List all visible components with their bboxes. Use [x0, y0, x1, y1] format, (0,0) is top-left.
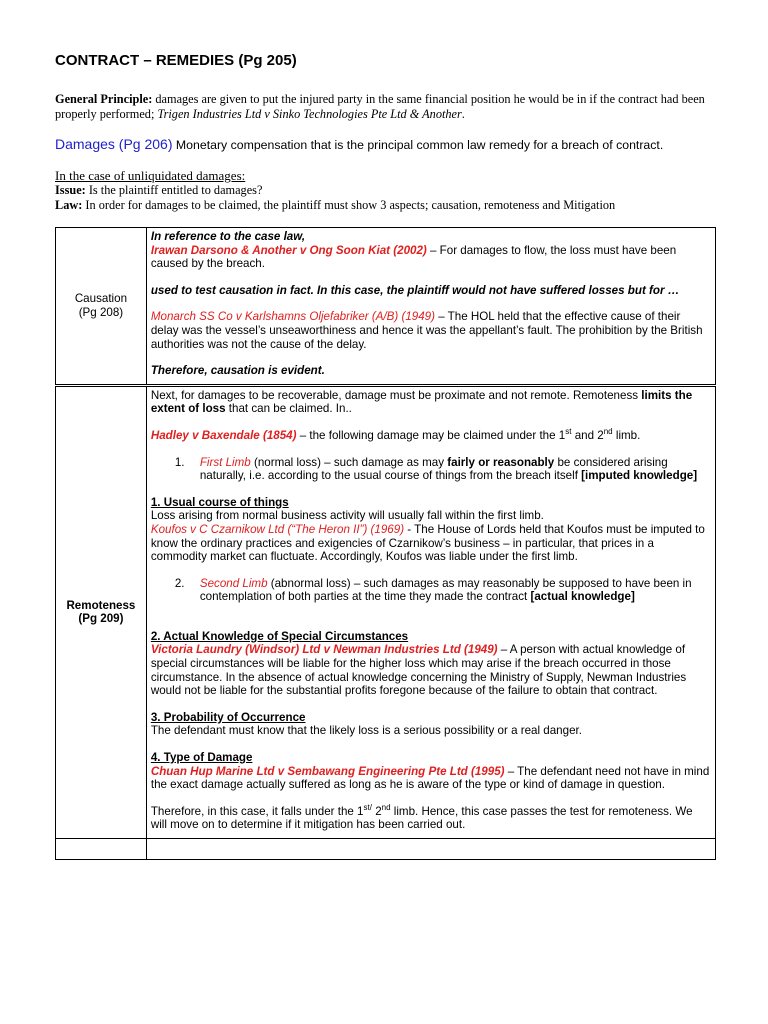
issue-law-block [55, 168, 615, 213]
first-limb-text [178, 456, 711, 483]
remoteness-intro-1: Next, for damages to be recoverable, damage must be proximate and not remote. Remoteness [150, 388, 642, 402]
general-principle [55, 92, 715, 122]
usual-course-text: Loss arising from normal business activity will usually fall within the first limb. [150, 509, 544, 523]
first-limb-text-1: (normal loss) – such damage as may [250, 455, 448, 469]
second-limb-name: Second Limb [199, 576, 268, 590]
law-label: Law: [55, 198, 83, 212]
conclusion-sup-1: st/ [363, 802, 372, 812]
issue-label: Issue: [55, 183, 86, 197]
page-title: CONTRACT – REMEDIES (Pg 205) [55, 52, 297, 69]
victoria-text: – A person with actual knowledge of special circumstances will be liable for the higher loss which may arise if the breach occurred in those circumstance. In the absence of actual knowledge concerning the Ministry of Supply, Newman Industries would not be liable for the substantial profits foregone because of the failure to obtain that contract. [150, 643, 687, 698]
case-hadley: Hadley v Baxendale (1854) [150, 428, 297, 442]
second-limb-item [151, 577, 711, 604]
case-victoria: Victoria Laundry (Windsor) Ltd v Newman Industries Ltd (1949) [150, 643, 498, 657]
hadley-and: and 2 [571, 428, 604, 442]
hadley-text-1: – the following damage may be claimed under the 1 [296, 428, 566, 442]
koufos-line [151, 523, 711, 564]
case-koufos: Koufos v C Czarnikow Ltd (“The Heron II”) (1969) [150, 522, 405, 536]
remoteness-intro-bold: limits the extent of loss [150, 388, 693, 416]
law-line [55, 198, 615, 213]
second-limb-number: 2. [174, 576, 185, 590]
remoteness-label: Remoteness [66, 598, 136, 612]
empty-content-cell [146, 839, 715, 860]
remoteness-content [146, 385, 715, 838]
issue-text: Is the plaintiff entitled to damages? [85, 183, 263, 197]
second-limb-text [178, 577, 711, 604]
causation-content [146, 228, 715, 386]
type-damage-heading: 4. Type of Damage [150, 751, 253, 765]
remoteness-label-cell [56, 385, 147, 838]
hadley-line [151, 429, 711, 443]
hadley-text-2: limb. [612, 428, 641, 442]
first-limb-bold: fairly or reasonably [447, 455, 555, 469]
remoteness-page: (Pg 209) [78, 612, 124, 626]
first-limb-item [151, 456, 711, 483]
case-monarch-text: – The HOL held that the effective cause of their delay was the vessel’s unseaworthiness and hence it was the appellant’s fault. The prohibition by the British authorities was not the cause of the delay. [150, 310, 703, 351]
analysis-table [55, 227, 716, 860]
general-principle-case: Trigen Industries Ltd v Sinko Technologies Pte Ltd & Another [157, 107, 462, 121]
general-principle-text: damages are given to put the injured party in the same financial position he would be in if the contract had been properly performed; [55, 92, 705, 121]
actual-knowledge-heading: 2. Actual Knowledge of Special Circumstances [150, 629, 409, 643]
usual-course-heading: 1. Usual course of things [150, 495, 289, 509]
case-monarch: Monarch SS Co v Karlshamns Oljefabriker (A/B) (1949) [150, 310, 435, 324]
conclusion-3: limb. Hence, this case passes the test for remoteness. We will move on to determine if it mitigation has been carried out. [150, 804, 693, 832]
conclusion-2: 2 [371, 804, 382, 818]
second-limb-body: (abnormal loss) – such damages as may reasonably be supposed to have been in contemplation of both parties at the time they made the contract [199, 576, 692, 604]
general-principle-end: . [461, 107, 465, 121]
issue-line [55, 183, 615, 198]
causation-conclusion: Therefore, causation is evident. [150, 364, 325, 378]
causation-test: used to test causation in fact. In this case, the plaintiff would not have suffered losses but for … [150, 283, 680, 297]
damages-definition [55, 136, 663, 152]
remoteness-intro [151, 389, 711, 416]
damages-text: Monetary compensation that is the principal common law remedy for a breach of contract. [172, 138, 664, 152]
law-text: In order for damages to be claimed, the plaintiff must show 3 aspects; causation, remoteness and Mitigation [82, 198, 616, 212]
first-limb-number: 1. [174, 455, 185, 469]
causation-intro: In reference to the case law, [150, 230, 306, 243]
remoteness-row [56, 385, 716, 838]
victoria-line [151, 643, 711, 697]
chuan-text: – The defendant need not have in mind the exact damage actually suffered as long as he is aware of the type or kind of damage in question. [150, 764, 710, 792]
koufos-text: - The House of Lords held that Koufos must be imputed to know the ordinary practices and exigencies of Czarnikow’s business – in particular, that prices in a commodity market can fluctuate. Accordingly, Koufos was liable under the first limb. [150, 522, 705, 564]
first-limb-name: First Limb [199, 455, 251, 469]
damages-heading: Damages (Pg 206) [55, 136, 173, 152]
first-limb-tag: [imputed knowledge] [581, 469, 698, 483]
causation-label: Causation [74, 292, 128, 306]
case-irawan-text: – For damages to flow, the loss must have been caused by the breach. [150, 243, 677, 271]
case-irawan: Irawan Darsono & Another v Ong Soon Kiat (2002) [150, 243, 427, 257]
second-limb-tag: [actual knowledge] [530, 590, 635, 604]
conclusion-1: Therefore, in this case, it falls under the 1 [150, 804, 364, 818]
causation-case1 [151, 244, 711, 271]
remoteness-conclusion [150, 802, 711, 832]
unliquidated-heading: In the case of unliquidated damages: [55, 168, 246, 183]
remoteness-intro-2: that can be claimed. In.. [225, 402, 352, 416]
sup-st: st [565, 427, 572, 437]
empty-label-cell [56, 839, 147, 860]
chuan-line [151, 765, 711, 792]
causation-row [56, 228, 716, 386]
empty-row [56, 839, 716, 860]
case-chuan: Chuan Hup Marine Ltd v Sembawang Engineering Pte Ltd (1995) [150, 764, 505, 778]
causation-label-cell [56, 228, 147, 386]
sup-nd: nd [603, 427, 613, 437]
first-limb-text-2: be considered arising naturally, i.e. according to the usual course of things from the breach itself [199, 455, 668, 483]
conclusion-sup-2: nd [381, 802, 391, 812]
causation-page: (Pg 208) [78, 305, 124, 319]
general-principle-label: General Principle: [55, 92, 153, 106]
probability-heading: 3. Probability of Occurrence [150, 710, 306, 724]
causation-case2 [151, 310, 711, 351]
probability-text: The defendant must know that the likely loss is a serious possibility or a real danger. [150, 724, 582, 738]
